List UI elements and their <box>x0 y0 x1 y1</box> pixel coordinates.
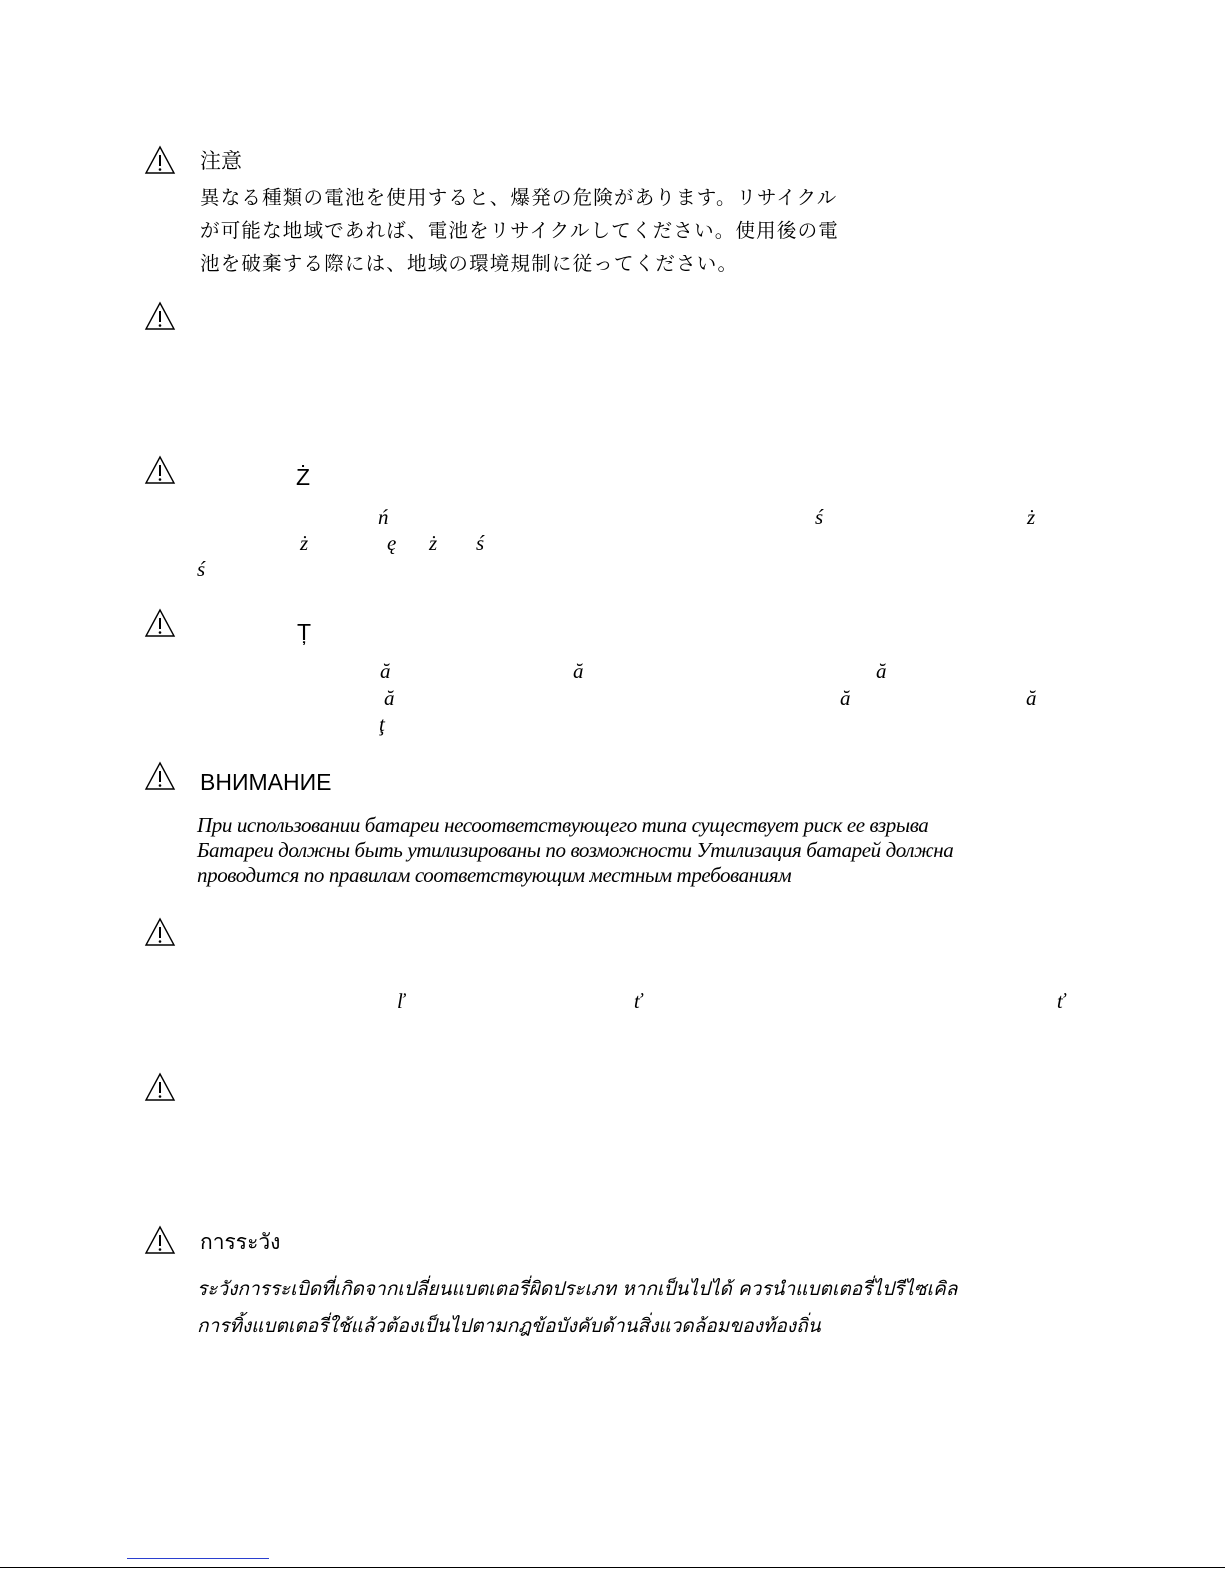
warning-triangle-icon <box>144 145 176 175</box>
warning-text-line: การทิ้งแบตเตอรี่ใช้แล้วต้องเป็นไปตามกฎข้อบังคับด้านสิ่งแวดล้อมของท้องถิ่น <box>197 1315 821 1337</box>
text-fragment: ń <box>378 505 389 529</box>
warning-text-line: При использовании батареи несоответствующего типа существует риск ее взрыва <box>197 813 929 837</box>
text-fragment: ă <box>573 659 584 683</box>
warning-triangle-icon <box>144 917 176 947</box>
text-fragment: ă <box>384 686 395 710</box>
warning-text-line: ระวังการระเบิดที่เกิดจากเปลี่ยนแบตเตอรี่ผิดประเภท หากเป็นไปได้ ควรนำแบตเตอรี่ไปรีไซเคิล <box>197 1278 958 1300</box>
warning-title: ВНИМАНИЕ <box>200 769 332 795</box>
warning-text-line: が可能な地域であれば、電池をリサイクルしてください。使用後の電 <box>200 219 839 242</box>
text-fragment: ţ <box>379 712 385 736</box>
warning-title: การระวัง <box>200 1231 281 1254</box>
text-fragment: ż <box>1027 505 1036 529</box>
footer-rule <box>0 1567 1225 1568</box>
text-fragment: ś <box>476 531 485 555</box>
warning-title: Ț <box>297 619 312 645</box>
warning-text-line: 異なる種類の電池を使用すると、爆発の危険があります。リサイクル <box>200 186 838 209</box>
text-fragment: ś <box>197 557 206 581</box>
text-fragment: ă <box>876 659 887 683</box>
text-fragment: ť <box>634 989 642 1013</box>
text-fragment: ś <box>815 505 824 529</box>
warning-title: Ż <box>296 464 311 490</box>
text-fragment: ă <box>380 659 391 683</box>
text-fragment: ż <box>429 531 438 555</box>
warning-text-line: 池を破棄する際には、地域の環境規制に従ってください。 <box>200 252 739 275</box>
text-fragment: ę <box>387 531 397 555</box>
warning-text-line: проводится по правилам соответствующим местным требованиям <box>197 863 792 887</box>
text-fragment: ť <box>1057 989 1065 1013</box>
text-fragment: ă <box>1026 686 1037 710</box>
text-fragment: ă <box>840 686 851 710</box>
text-fragment: ż <box>300 531 309 555</box>
warning-triangle-icon <box>144 1072 176 1102</box>
warning-triangle-icon <box>144 301 176 331</box>
warning-text-line: Батареи должны быть утилизированы по возможности Утилизация батарей должна <box>197 838 954 862</box>
text-fragment: ľ <box>397 989 405 1013</box>
warning-triangle-icon <box>144 608 176 638</box>
footer-link-underline <box>127 1558 269 1559</box>
warning-title: 注意 <box>200 149 242 173</box>
warning-triangle-icon <box>144 1225 176 1255</box>
warning-triangle-icon <box>144 761 176 791</box>
warning-triangle-icon <box>144 455 176 485</box>
